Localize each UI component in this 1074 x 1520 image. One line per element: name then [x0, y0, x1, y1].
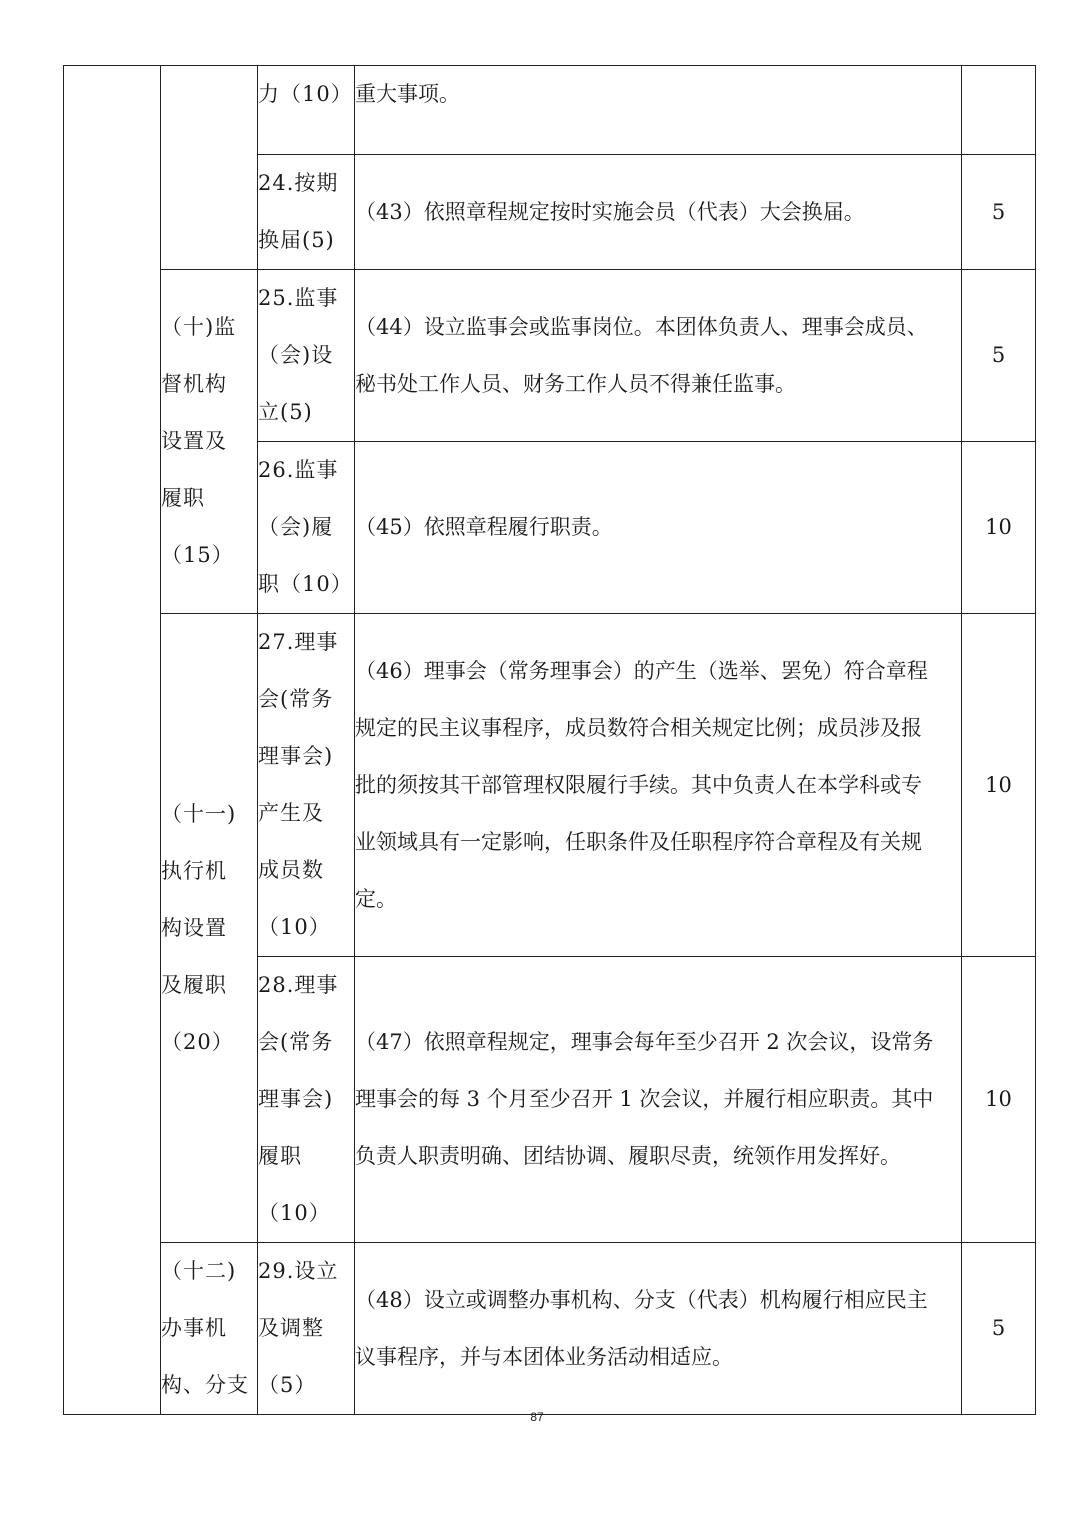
score-cell — [962, 442, 1036, 614]
description-cell — [355, 155, 962, 270]
item-text: 立(5) — [258, 400, 313, 424]
score-cell — [962, 957, 1036, 1243]
item-text: 产生及 — [258, 801, 324, 825]
subcategory-cell — [161, 270, 258, 614]
subcategory-text: 构、分支 — [161, 1373, 249, 1397]
category-cell — [64, 66, 161, 1415]
item-text: （10） — [258, 1201, 331, 1225]
subcategory-text: （十一) — [161, 801, 237, 826]
subcategory-text: （十)监 — [161, 315, 237, 339]
subcategory-text: （十二) — [161, 1259, 237, 1283]
item-text: 25.监事 — [258, 286, 339, 310]
item-text: 28.理事 — [258, 973, 339, 997]
item-text: 力（10） — [258, 82, 353, 106]
subcategory-text: 督机构 — [161, 372, 227, 396]
subcategory-text: 执行机 — [161, 858, 227, 883]
description-text: 定。 — [355, 886, 397, 911]
score-value: 10 — [985, 772, 1012, 797]
description-cell — [355, 270, 962, 442]
subcategory-text: （15） — [161, 543, 234, 567]
item-text: 会(常务 — [258, 1030, 334, 1054]
description-text: （47）依照章程规定，理事会每年至少召开 2 次会议，设常务 — [355, 1030, 934, 1054]
item-cell — [258, 66, 355, 155]
item-text: （5） — [258, 1373, 317, 1397]
table-row — [64, 66, 1036, 155]
score-value: 5 — [991, 343, 1006, 367]
item-text: （会)履 — [258, 515, 334, 539]
item-text: 27.理事 — [258, 630, 339, 654]
item-text: 26.监事 — [258, 458, 339, 482]
description-text: 批的须按其干部管理权限履行手续。其中负责人在本学科或专 — [355, 772, 922, 797]
item-cell — [258, 155, 355, 270]
item-text: 理事会) — [258, 744, 334, 768]
subcategory-text: 履职 — [161, 486, 205, 510]
score-cell — [962, 155, 1036, 270]
subcategory-text: 构设置 — [161, 915, 227, 940]
page-number: 87 — [530, 1410, 544, 1424]
item-cell — [258, 270, 355, 442]
score-cell — [962, 270, 1036, 442]
item-text: 职（10） — [258, 572, 353, 596]
subcategory-text: 及履职 — [161, 972, 227, 997]
evaluation-table — [63, 65, 1036, 1415]
description-text: 负责人职责明确、团结协调、履职尽责，统领作用发挥好。 — [355, 1144, 901, 1168]
item-cell — [258, 957, 355, 1243]
subcategory-text: 设置及 — [161, 429, 227, 453]
description-text: 重大事项。 — [355, 82, 460, 106]
item-text: 及调整 — [258, 1316, 324, 1340]
item-text: 成员数 — [258, 858, 324, 882]
score-value: 10 — [985, 1087, 1012, 1111]
table-row — [64, 1243, 1036, 1415]
subcategory-text: （20） — [161, 1029, 234, 1054]
item-text: （10） — [258, 915, 331, 939]
item-cell — [258, 614, 355, 957]
description-cell — [355, 66, 962, 155]
description-text: 规定的民主议事程序，成员数符合相关规定比例；成员涉及报 — [355, 715, 922, 740]
item-text: 理事会) — [258, 1087, 334, 1111]
description-text: （44）设立监事会或监事岗位。本团体负责人、理事会成员、 — [355, 314, 928, 339]
score-value: 5 — [991, 1316, 1006, 1340]
description-cell — [355, 614, 962, 957]
item-text: （会)设 — [258, 343, 334, 367]
item-cell — [258, 1243, 355, 1415]
item-cell — [258, 442, 355, 614]
description-text: （46）理事会（常务理事会）的产生（选举、罢免）符合章程 — [355, 658, 928, 683]
description-cell — [355, 957, 962, 1243]
description-cell — [355, 442, 962, 614]
description-text: （45）依照章程履行职责。 — [355, 515, 613, 539]
subcategory-cell — [161, 614, 258, 1243]
description-text: 议事程序，并与本团体业务活动相适应。 — [355, 1344, 733, 1369]
item-text: 29.设立 — [258, 1259, 339, 1283]
item-text: 24.按期 — [258, 171, 339, 195]
score-cell — [962, 66, 1036, 155]
score-value: 10 — [985, 515, 1012, 539]
description-cell — [355, 1243, 962, 1415]
score-cell — [962, 1243, 1036, 1415]
description-text: 秘书处工作人员、财务工作人员不得兼任监事。 — [355, 371, 796, 396]
item-text: 换届(5) — [258, 228, 335, 252]
description-text: （48）设立或调整办事机构、分支（代表）机构履行相应民主 — [355, 1287, 928, 1312]
item-text: 履职 — [258, 1144, 302, 1168]
subcategory-cell — [161, 1243, 258, 1415]
score-value: 5 — [991, 199, 1006, 224]
table-row — [64, 270, 1036, 442]
subcategory-cell — [161, 66, 258, 270]
score-cell — [962, 614, 1036, 957]
item-text: 会(常务 — [258, 687, 334, 711]
table-row — [64, 614, 1036, 957]
description-text: 业领域具有一定影响，任职条件及任职程序符合章程及有关规 — [355, 829, 922, 854]
description-text: （43）依照章程规定按时实施会员（代表）大会换届。 — [355, 199, 865, 224]
subcategory-text: 办事机 — [161, 1316, 227, 1340]
description-text: 理事会的每 3 个月至少召开 1 次会议，并履行相应职责。其中 — [355, 1087, 934, 1111]
